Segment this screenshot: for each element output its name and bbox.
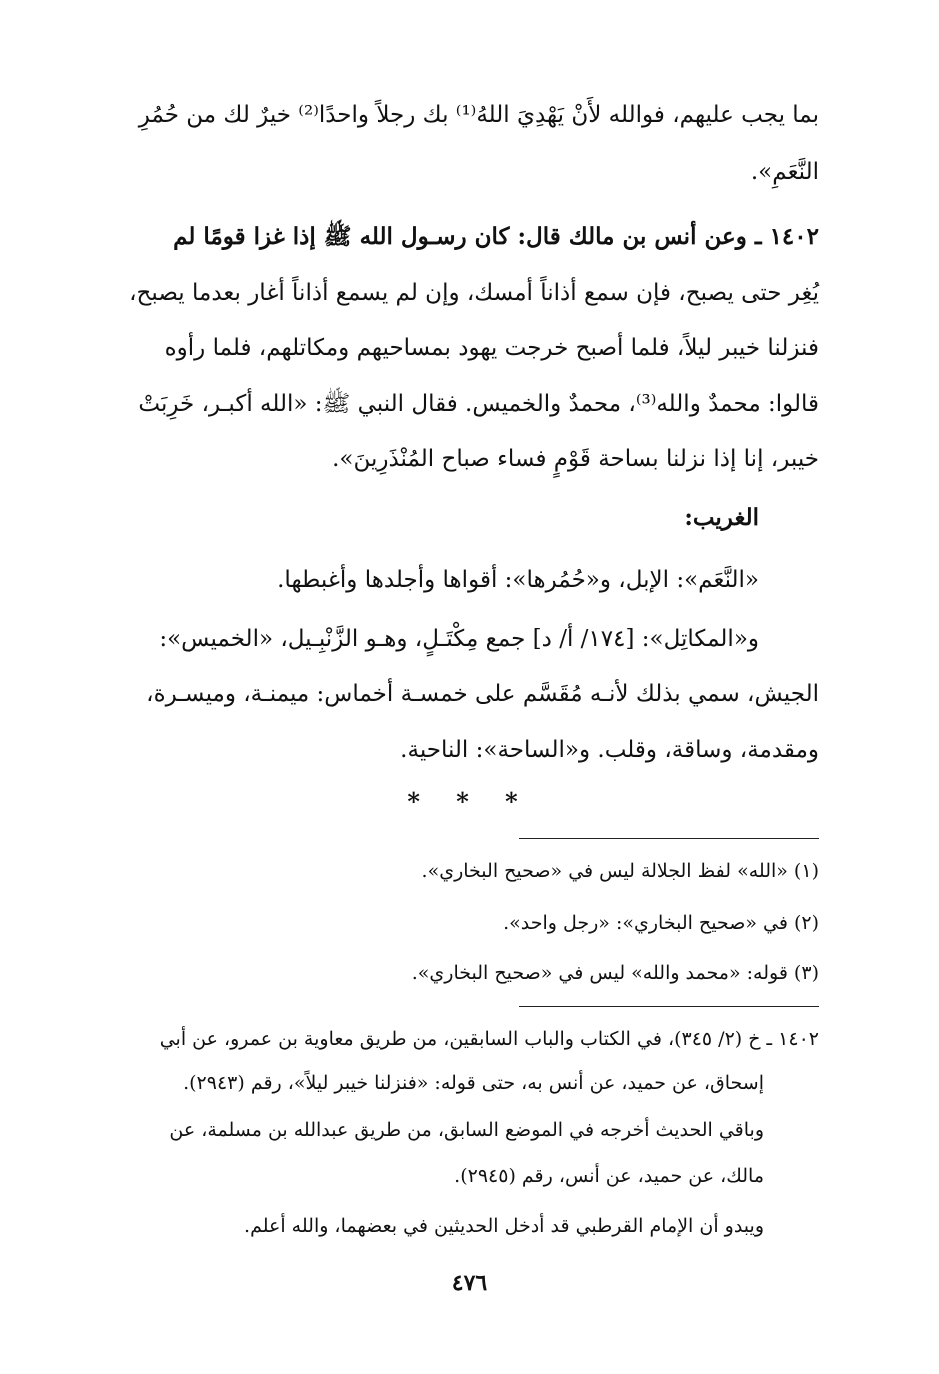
footnote-divider	[519, 838, 819, 839]
text-line-1: بما يجب عليهم، فوالله لأَنْ يَهْدِيَ اللهُ⁽¹⁾ بك رجلاً واحدًا⁽²⁾ خيرٌ لك من حُمُرِ	[138, 102, 819, 128]
hadith-1402-line-4: قالوا: محمدٌ والله⁽³⁾، محمدٌ والخميس. فقال النبي ﷺ: «الله أكبـر، خَرِبَتْ	[138, 391, 819, 417]
footnote-2: (٢) في «صحيح البخاري»: «رجل واحد».	[503, 912, 819, 934]
source-line-2: إسحاق، عن حميد، عن أنس به، حتى قوله: «فنزلنا خيبر ليلاً»، رقم (٢٩٤٣).	[183, 1072, 764, 1094]
gharib-line-2: و«المكاتِل»: [١٧٤/ أ/ د] جمع مِكْتَـلٍ، وهـو الزَّنْبِـيل، «الخميس»:	[159, 626, 759, 652]
source-line-4: مالك، عن حميد، عن أنس، رقم (٢٩٤٥).	[454, 1165, 764, 1187]
gharib-heading: الغريب:	[684, 504, 759, 531]
hadith-1402-line-3: فنزلنا خيبر ليلاً، فلما أصبح خرجت يهود بمساحيهم ومكاتلهم، فلما رأوه	[164, 335, 819, 361]
hadith-1402-line-2: يُغِر حتى يصبح، فإن سمع أذاناً أمسك، وإن لم يسمع أذاناً أغار بعدما يصبح،	[129, 280, 819, 306]
text-line-2: النَّعَمِ».	[750, 159, 819, 185]
page-number: ٤٧٦	[451, 1270, 488, 1296]
footnote-3: (٣) قوله: «محمد والله» ليس في «صحيح البخاري».	[411, 962, 819, 984]
section-separator-stars: * * *	[407, 787, 532, 816]
source-line-5: ويبدو أن الإمام القرطبي قد أدخل الحديثين في بعضهما، والله أعلم.	[244, 1215, 764, 1237]
source-line-3: وباقي الحديث أخرجه في الموضع السابق، من طريق عبدالله بن مسلمة، عن	[169, 1119, 764, 1141]
gharib-line-1: «النَّعَم»: الإبل، و«حُمُرها»: أقواها وأجلدها وأغبطها.	[277, 567, 759, 593]
footnote-1: (١) «الله» لفظ الجلالة ليس في «صحيح البخاري».	[421, 860, 819, 882]
gharib-line-3: الجيش، سمي بذلك لأنـه مُقَسَّم على خمسـة أخماس: ميمنـة، وميسـرة،	[146, 681, 819, 707]
source-divider	[519, 1006, 819, 1007]
source-line-1: ١٤٠٢ ـ خ (٢/ ٣٤٥)، في الكتاب والباب السابقين، من طريق معاوية بن عمرو، عن أبي	[159, 1028, 819, 1050]
hadith-1402-line-1: ١٤٠٢ ـ وعن أنس بن مالك قال: كان رسـول الله ﷺ إذا غزا قومًا لم	[173, 223, 819, 250]
hadith-1402-line-5: خيبر، إنا إذا نزلنا بساحة قَوْمٍ فساء صباح المُنْذَرِينَ».	[332, 446, 819, 472]
gharib-line-4: ومقدمة، وساقة، وقلب. و«الساحة»: الناحية.	[400, 737, 819, 763]
